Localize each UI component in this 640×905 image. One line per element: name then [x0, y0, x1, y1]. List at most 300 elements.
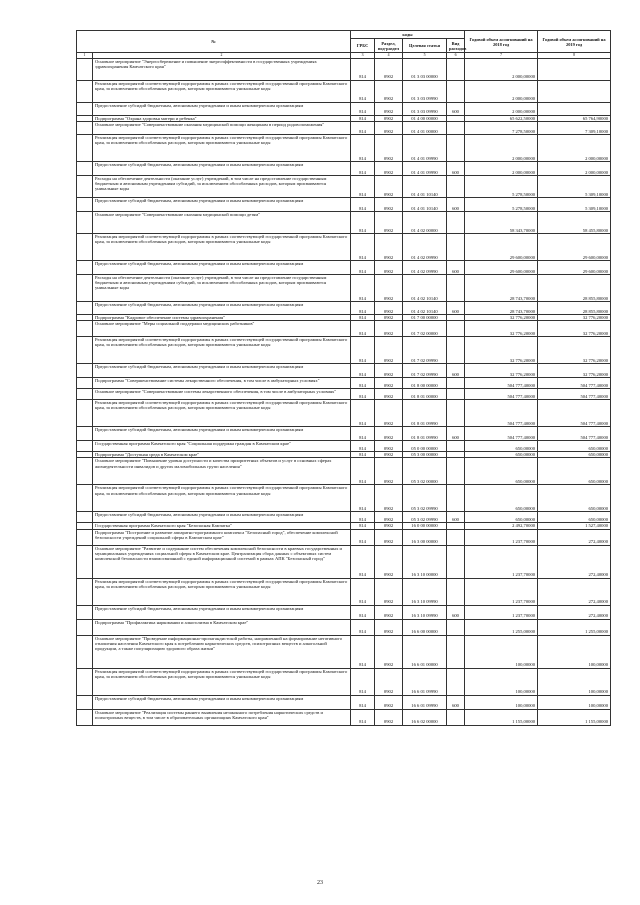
row-description: Реализация мероприятий соответствующей подпрограммы в рамках соответствующей государственной программы Камчатского края, за исключением обособленных расходов, которым присваиваются уникальные коды — [93, 337, 351, 364]
table-row — [77, 400, 611, 427]
row-description: Предоставление субсидий бюджетным, автономным учреждениям и иным некоммерческим организациям — [93, 427, 351, 441]
row-razdel: 0902 — [375, 321, 403, 337]
budget-table — [76, 30, 611, 726]
row-csr: 01 4 02 09990 — [403, 260, 447, 274]
row-vr: 600 — [447, 301, 465, 314]
row-amount-2018: 58 343,70000 — [465, 211, 538, 233]
table-row — [77, 321, 611, 337]
row-razdel: 0902 — [375, 337, 403, 364]
table-row — [77, 695, 611, 709]
row-number-cell — [77, 58, 93, 80]
row-vr — [447, 400, 465, 427]
row-grbs: 814 — [351, 364, 375, 378]
row-description: Основное мероприятие "Развитие и содержание систем обеспечения комплексной безопасности в краевых государственных и муниципальных учреждениях социальной сферы в Камчатском крае. Централизация сбора данных с объектовых систем комплексной безопасности взаимосвязанной с единой информационной системой в рамках АПК "Безопасный город" — [93, 545, 351, 578]
row-amount-2019 — [538, 58, 611, 80]
row-number-cell — [77, 441, 93, 452]
table-row — [77, 427, 611, 441]
row-description: Реализация мероприятий соответствующей подпрограммы в рамках соответствующей государственной программы Камчатского края, за исключением обособленных расходов, которым присваиваются уникальные коды — [93, 578, 351, 605]
row-grbs: 814 — [351, 321, 375, 337]
index-cell: 1 — [77, 53, 93, 59]
row-number-cell — [77, 121, 93, 134]
row-razdel: 0902 — [375, 529, 403, 545]
row-description: Государственная программа Камчатского края "Социальная поддержка граждан в Камчатском крае" — [93, 441, 351, 452]
row-amount-2019: 29 600,00000 — [538, 233, 611, 260]
row-amount-2018: 32 776,20000 — [465, 337, 538, 364]
row-number-cell — [77, 619, 93, 635]
row-razdel: 0902 — [375, 161, 403, 175]
row-amount-2018: 2 000,00000 — [465, 58, 538, 80]
row-razdel: 0902 — [375, 400, 403, 427]
row-number-cell — [77, 161, 93, 175]
row-csr: 01 7 02 00000 — [403, 321, 447, 337]
row-number-cell — [77, 211, 93, 233]
row-number-cell — [77, 80, 93, 102]
row-amount-2019: 504 777,40000 — [538, 389, 611, 400]
row-vr — [447, 134, 465, 161]
row-razdel: 0902 — [375, 668, 403, 695]
row-amount-2019: 272,40000 — [538, 578, 611, 605]
table-row — [77, 337, 611, 364]
row-grbs: 814 — [351, 301, 375, 314]
row-description: Реализация мероприятий соответствующей подпрограммы в рамках соответствующей государственной программы Камчатского края, за исключением обособленных расходов, которым присваиваются уникальные коды — [93, 668, 351, 695]
header-num: № — [77, 31, 351, 53]
table-row — [77, 102, 611, 115]
row-grbs: 814 — [351, 709, 375, 725]
table-row — [77, 578, 611, 605]
row-csr: 05 3 00 00000 — [403, 452, 447, 458]
index-cell: 6 — [447, 53, 465, 59]
row-csr: 01 3 03 09990 — [403, 80, 447, 102]
row-amount-2019: 272,40000 — [538, 529, 611, 545]
row-amount-2018: 1 255,00000 — [465, 619, 538, 635]
row-csr: 16 6 02 00000 — [403, 709, 447, 725]
row-vr — [447, 175, 465, 197]
row-csr: 01 4 02 10140 — [403, 301, 447, 314]
row-razdel: 0902 — [375, 274, 403, 301]
row-vr — [447, 389, 465, 400]
row-amount-2018: 32 776,20000 — [465, 314, 538, 320]
row-razdel: 0902 — [375, 389, 403, 400]
row-grbs: 814 — [351, 400, 375, 427]
row-amount-2019: 28 855,80000 — [538, 301, 611, 314]
row-description: Предоставление субсидий бюджетным, автономным учреждениям и иным некоммерческим организациям — [93, 512, 351, 523]
row-number-cell — [77, 605, 93, 619]
row-amount-2018: 100,00000 — [465, 668, 538, 695]
row-amount-2018: 2 492,70000 — [465, 523, 538, 529]
header-grbs: ГРБС — [351, 39, 375, 53]
row-amount-2019: 650,00000 — [538, 452, 611, 458]
row-razdel: 0902 — [375, 545, 403, 578]
table-body — [77, 58, 611, 725]
row-vr — [447, 211, 465, 233]
row-vr — [447, 233, 465, 260]
row-razdel: 0902 — [375, 605, 403, 619]
row-csr: 05 3 02 00000 — [403, 458, 447, 485]
row-amount-2018: 29 600,00000 — [465, 260, 538, 274]
row-description: Реализация мероприятий соответствующей подпрограммы в рамках соответствующей государственной программы Камчатского края, за исключением обособленных расходов, которым присваиваются уникальные коды — [93, 400, 351, 427]
row-description: Основное мероприятие "Энергосбережение и повышение энергоэффективности в государственных учреждениях здравоохранения Камчатского края" — [93, 58, 351, 80]
row-razdel: 0902 — [375, 134, 403, 161]
row-grbs: 814 — [351, 635, 375, 668]
row-amount-2018: 32 776,20000 — [465, 321, 538, 337]
row-vr — [447, 274, 465, 301]
row-grbs: 814 — [351, 80, 375, 102]
table-row — [77, 161, 611, 175]
row-number-cell — [77, 427, 93, 441]
row-csr: 01 4 00 00000 — [403, 115, 447, 121]
row-vr — [447, 80, 465, 102]
row-csr: 16 3 10 00000 — [403, 545, 447, 578]
row-amount-2019: 504 777,40000 — [538, 427, 611, 441]
row-grbs: 814 — [351, 102, 375, 115]
table-row — [77, 233, 611, 260]
row-razdel: 0902 — [375, 58, 403, 80]
row-csr: 16 6 01 09990 — [403, 695, 447, 709]
row-razdel: 0902 — [375, 260, 403, 274]
row-number-cell — [77, 635, 93, 668]
row-csr: 01 4 02 10140 — [403, 274, 447, 301]
row-description: Подпрограмма "Доступная среда в Камчатском крае" — [93, 452, 351, 458]
row-description: Подпрограмма "Охрана здоровья матери и ребенка" — [93, 115, 351, 121]
row-amount-2019: 100,00000 — [538, 695, 611, 709]
document-page — [76, 30, 610, 726]
table-row — [77, 485, 611, 512]
row-vr — [447, 485, 465, 512]
table-row — [77, 134, 611, 161]
row-amount-2018: 650,00000 — [465, 512, 538, 523]
row-grbs: 814 — [351, 211, 375, 233]
row-amount-2019: 650,00000 — [538, 512, 611, 523]
row-csr: 16 3 10 09990 — [403, 578, 447, 605]
row-amount-2019: 5 309,10000 — [538, 175, 611, 197]
row-amount-2018: 7 278,50000 — [465, 121, 538, 134]
row-vr — [447, 458, 465, 485]
row-csr: 01 8 01 09990 — [403, 427, 447, 441]
row-amount-2018: 504 777,40000 — [465, 427, 538, 441]
row-amount-2018: 5 278,50000 — [465, 175, 538, 197]
row-description: Основное мероприятие "Меры социальной поддержки медицинских работников" — [93, 321, 351, 337]
row-csr: 01 4 01 09990 — [403, 134, 447, 161]
row-number-cell — [77, 529, 93, 545]
row-grbs: 814 — [351, 619, 375, 635]
table-row — [77, 441, 611, 452]
row-amount-2018: 650,00000 — [465, 458, 538, 485]
row-grbs: 814 — [351, 427, 375, 441]
row-amount-2018: 504 777,40000 — [465, 400, 538, 427]
table-row — [77, 121, 611, 134]
row-csr: 16 3 10 09990 — [403, 605, 447, 619]
row-amount-2019: 1 255,00000 — [538, 619, 611, 635]
row-grbs: 814 — [351, 668, 375, 695]
header-razdel: Раздел, под-раздел — [375, 39, 403, 53]
table-row — [77, 274, 611, 301]
index-cell: 7 — [465, 53, 538, 59]
row-number-cell — [77, 378, 93, 389]
row-grbs: 814 — [351, 161, 375, 175]
row-csr: 01 7 02 09990 — [403, 364, 447, 378]
row-vr — [447, 441, 465, 452]
row-amount-2018: 1 237,70000 — [465, 545, 538, 578]
row-amount-2018: 1 155,00000 — [465, 709, 538, 725]
row-description: Основное мероприятие "Совершенствование системы лекарственного обеспечения, в том числе в амбулаторных условиях" — [93, 389, 351, 400]
row-description: Расходы на обеспечение деятельности (оказание услуг) учреждений, в том числе на предоставление государственным бюджетным и автономным учреждениям субсидий, за исключением обособленных расходов, которым присваиваются уникальные коды — [93, 274, 351, 301]
row-amount-2018: 2 000,00000 — [465, 102, 538, 115]
header-2019: Годовой объем ассигнований на 2019 год — [538, 31, 611, 53]
table-row — [77, 175, 611, 197]
row-number-cell — [77, 102, 93, 115]
row-description: Подпрограмма "Кадровое обеспечение системы здравоохранения" — [93, 314, 351, 320]
row-amount-2018: 650,00000 — [465, 441, 538, 452]
row-amount-2019: 2 000,00000 — [538, 134, 611, 161]
row-number-cell — [77, 274, 93, 301]
row-razdel: 0902 — [375, 523, 403, 529]
table-row — [77, 709, 611, 725]
row-vr — [447, 635, 465, 668]
index-cell: 3 — [351, 53, 375, 59]
row-description: Основное мероприятие "Совершенствование оказания медицинской помощи женщинам в период родовспоможения" — [93, 121, 351, 134]
row-csr: 16 0 00 00000 — [403, 523, 447, 529]
row-number-cell — [77, 233, 93, 260]
row-amount-2018: 1 237,70000 — [465, 578, 538, 605]
row-grbs: 814 — [351, 389, 375, 400]
row-grbs: 814 — [351, 314, 375, 320]
row-description: Предоставление субсидий бюджетным, автономным учреждениям и иным некоммерческим организациям — [93, 161, 351, 175]
row-number-cell — [77, 400, 93, 427]
row-razdel: 0902 — [375, 485, 403, 512]
row-description: Реализация мероприятий соответствующей подпрограммы в рамках соответствующей государственной программы Камчатского края, за исключением обособленных расходов, которым присваиваются уникальные коды — [93, 485, 351, 512]
row-csr: 05 0 00 00000 — [403, 441, 447, 452]
row-razdel: 0902 — [375, 301, 403, 314]
page-number: 23 — [317, 880, 323, 886]
table-row — [77, 545, 611, 578]
row-razdel: 0902 — [375, 635, 403, 668]
row-vr — [447, 529, 465, 545]
table-row — [77, 197, 611, 211]
row-amount-2019: 650,00000 — [538, 441, 611, 452]
row-amount-2018: 32 776,20000 — [465, 364, 538, 378]
row-grbs: 814 — [351, 458, 375, 485]
row-csr: 16 6 00 00000 — [403, 619, 447, 635]
row-csr: 01 8 01 09990 — [403, 400, 447, 427]
row-amount-2019: 58 455,80000 — [538, 211, 611, 233]
row-amount-2019: 2 000,00000 — [538, 161, 611, 175]
row-grbs: 814 — [351, 485, 375, 512]
row-description: Реализация мероприятий соответствующей подпрограммы в рамках соответствующей государственной программы Камчатского края, за исключением обособленных расходов, которым присваиваются уникальные коды — [93, 134, 351, 161]
row-grbs: 814 — [351, 274, 375, 301]
table-row — [77, 364, 611, 378]
row-razdel: 0902 — [375, 80, 403, 102]
row-csr: 01 7 00 00000 — [403, 314, 447, 320]
row-number-cell — [77, 458, 93, 485]
row-amount-2018: 28 743,70000 — [465, 274, 538, 301]
row-csr: 16 3 00 00000 — [403, 529, 447, 545]
row-razdel: 0902 — [375, 378, 403, 389]
row-description: Основное мероприятие "Проведение информационно-пропагандистской работы, направленной на формирование негативного отношения населения Камчатского края к потреблению наркотических средств, психотропных веществ и алкогольной продукции, а также популяризацию здорового образа жизни" — [93, 635, 351, 668]
row-amount-2019 — [538, 80, 611, 102]
row-amount-2019: 28 855,80000 — [538, 274, 611, 301]
table-row — [77, 529, 611, 545]
row-razdel: 0902 — [375, 102, 403, 115]
row-number-cell — [77, 485, 93, 512]
row-csr: 01 7 02 09990 — [403, 337, 447, 364]
row-grbs: 814 — [351, 695, 375, 709]
table-row — [77, 260, 611, 274]
table-row — [77, 668, 611, 695]
row-grbs: 814 — [351, 529, 375, 545]
row-amount-2018: 650,00000 — [465, 452, 538, 458]
row-description: Предоставление субсидий бюджетным, автономным учреждениям и иным некоммерческим организациям — [93, 605, 351, 619]
table-row — [77, 58, 611, 80]
index-cell: 8 — [538, 53, 611, 59]
row-amount-2019: 65 764,90000 — [538, 115, 611, 121]
row-description: Основное мероприятие "Совершенствование оказания медицинской помощи детям" — [93, 211, 351, 233]
row-vr: 600 — [447, 427, 465, 441]
row-grbs: 814 — [351, 115, 375, 121]
row-vr — [447, 378, 465, 389]
row-amount-2019: 32 776,20000 — [538, 314, 611, 320]
row-amount-2019: 32 776,20000 — [538, 364, 611, 378]
header-vr: Вид расходов — [447, 39, 465, 53]
row-vr — [447, 668, 465, 695]
row-amount-2018: 2 000,00000 — [465, 80, 538, 102]
table-row — [77, 378, 611, 389]
row-amount-2019: 29 600,00000 — [538, 260, 611, 274]
table-row — [77, 458, 611, 485]
row-vr: 600 — [447, 161, 465, 175]
table-row — [77, 619, 611, 635]
row-amount-2019: 7 309,10000 — [538, 121, 611, 134]
row-razdel: 0902 — [375, 458, 403, 485]
row-razdel: 0902 — [375, 427, 403, 441]
row-csr: 01 4 02 00000 — [403, 211, 447, 233]
row-csr: 01 4 01 00000 — [403, 121, 447, 134]
table-row — [77, 512, 611, 523]
row-vr — [447, 337, 465, 364]
table-row — [77, 301, 611, 314]
header-csr: Целевая статья — [403, 39, 447, 53]
row-amount-2019: 650,00000 — [538, 485, 611, 512]
row-csr: 01 4 01 09990 — [403, 161, 447, 175]
row-number-cell — [77, 364, 93, 378]
row-csr: 16 6 01 09990 — [403, 668, 447, 695]
row-csr: 01 4 02 09990 — [403, 233, 447, 260]
row-number-cell — [77, 197, 93, 211]
row-description: Подпрограмма "Совершенствование системы лекарственного обеспечения, в том числе в амбулаторных условиях" — [93, 378, 351, 389]
row-vr: 600 — [447, 197, 465, 211]
index-cell: 4 — [375, 53, 403, 59]
row-amount-2018: 100,00000 — [465, 695, 538, 709]
row-amount-2019: 650,00000 — [538, 458, 611, 485]
row-description: Основное мероприятие "Повышение уровня доступности и качества приоритетных объектов и услуг в основных сферах жизнедеятельности инвалидов и других маломобильных групп населения" — [93, 458, 351, 485]
row-description: Подпрограмма "Профилактика наркомании и алкоголизма в Камчатском крае" — [93, 619, 351, 635]
row-grbs: 814 — [351, 452, 375, 458]
row-vr — [447, 121, 465, 134]
row-amount-2018: 1 237,70000 — [465, 605, 538, 619]
row-razdel: 0902 — [375, 695, 403, 709]
row-amount-2018: 504 777,40000 — [465, 389, 538, 400]
row-razdel: 0902 — [375, 175, 403, 197]
row-description: Предоставление субсидий бюджетным, автономным учреждениям и иным некоммерческим организациям — [93, 364, 351, 378]
row-razdel: 0902 — [375, 441, 403, 452]
row-razdel: 0902 — [375, 115, 403, 121]
row-amount-2019: 504 777,40000 — [538, 378, 611, 389]
row-number-cell — [77, 389, 93, 400]
row-vr: 600 — [447, 102, 465, 115]
row-amount-2019: 272,40000 — [538, 605, 611, 619]
row-razdel: 0902 — [375, 121, 403, 134]
row-amount-2018: 1 237,70000 — [465, 529, 538, 545]
row-amount-2018: 65 622,50000 — [465, 115, 538, 121]
row-amount-2019: 504 777,40000 — [538, 400, 611, 427]
row-number-cell — [77, 709, 93, 725]
row-grbs: 814 — [351, 260, 375, 274]
row-razdel: 0902 — [375, 512, 403, 523]
row-description: Основное мероприятие "Реализация системы раннего выявления незаконного потребления наркотических средств и психотропных веществ, в том числе в образовательных организациях Камчатского края" — [93, 709, 351, 725]
table-row — [77, 80, 611, 102]
row-razdel: 0902 — [375, 364, 403, 378]
row-vr: 600 — [447, 695, 465, 709]
row-description: Подпрограмма "Построение и развитие аппаратно-программного комплекса "Безопасный город", обеспечение комплексной безопасности учреждений социальной сферы в Камчатском крае" — [93, 529, 351, 545]
row-razdel: 0902 — [375, 619, 403, 635]
row-csr: 01 3 03 09990 — [403, 102, 447, 115]
row-description: Реализация мероприятий соответствующей подпрограммы в рамках соответствующей государственной программы Камчатского края, за исключением обособленных расходов, которым присваиваются уникальные коды — [93, 233, 351, 260]
row-vr: 600 — [447, 512, 465, 523]
row-csr: 01 4 01 10140 — [403, 175, 447, 197]
row-amount-2018: 29 600,00000 — [465, 233, 538, 260]
row-number-cell — [77, 668, 93, 695]
index-cell: 5 — [403, 53, 447, 59]
row-number-cell — [77, 337, 93, 364]
row-amount-2019: 5 309,10000 — [538, 197, 611, 211]
row-razdel: 0902 — [375, 452, 403, 458]
row-number-cell — [77, 134, 93, 161]
row-razdel: 0902 — [375, 314, 403, 320]
row-razdel: 0902 — [375, 578, 403, 605]
row-grbs: 814 — [351, 58, 375, 80]
table-row — [77, 211, 611, 233]
row-csr: 16 6 01 00000 — [403, 635, 447, 668]
row-description: Предоставление субсидий бюджетным, автономным учреждениям и иным некоммерческим организациям — [93, 260, 351, 274]
row-csr: 01 8 00 00000 — [403, 378, 447, 389]
table-row — [77, 605, 611, 619]
row-razdel: 0902 — [375, 197, 403, 211]
row-amount-2018: 2 000,00000 — [465, 161, 538, 175]
row-razdel: 0902 — [375, 709, 403, 725]
row-razdel: 0902 — [375, 233, 403, 260]
row-number-cell — [77, 695, 93, 709]
row-number-cell — [77, 260, 93, 274]
row-number-cell — [77, 512, 93, 523]
header-codes-group: коды — [351, 31, 465, 39]
row-amount-2018: 100,00000 — [465, 635, 538, 668]
row-number-cell — [77, 321, 93, 337]
header-2018: Годовой объем ассигнований на 2018 год — [465, 31, 538, 53]
row-grbs: 814 — [351, 233, 375, 260]
row-razdel: 0902 — [375, 211, 403, 233]
row-grbs: 814 — [351, 578, 375, 605]
row-amount-2018: 650,00000 — [465, 485, 538, 512]
row-number-cell — [77, 301, 93, 314]
row-grbs: 814 — [351, 512, 375, 523]
row-vr — [447, 619, 465, 635]
row-csr: 01 4 01 10140 — [403, 197, 447, 211]
table-row — [77, 389, 611, 400]
row-vr: 600 — [447, 605, 465, 619]
row-csr: 01 3 03 00000 — [403, 58, 447, 80]
row-description: Предоставление субсидий бюджетным, автономным учреждениям и иным некоммерческим организациям — [93, 301, 351, 314]
row-amount-2018: 5 278,50000 — [465, 197, 538, 211]
row-csr: 01 8 01 00000 — [403, 389, 447, 400]
